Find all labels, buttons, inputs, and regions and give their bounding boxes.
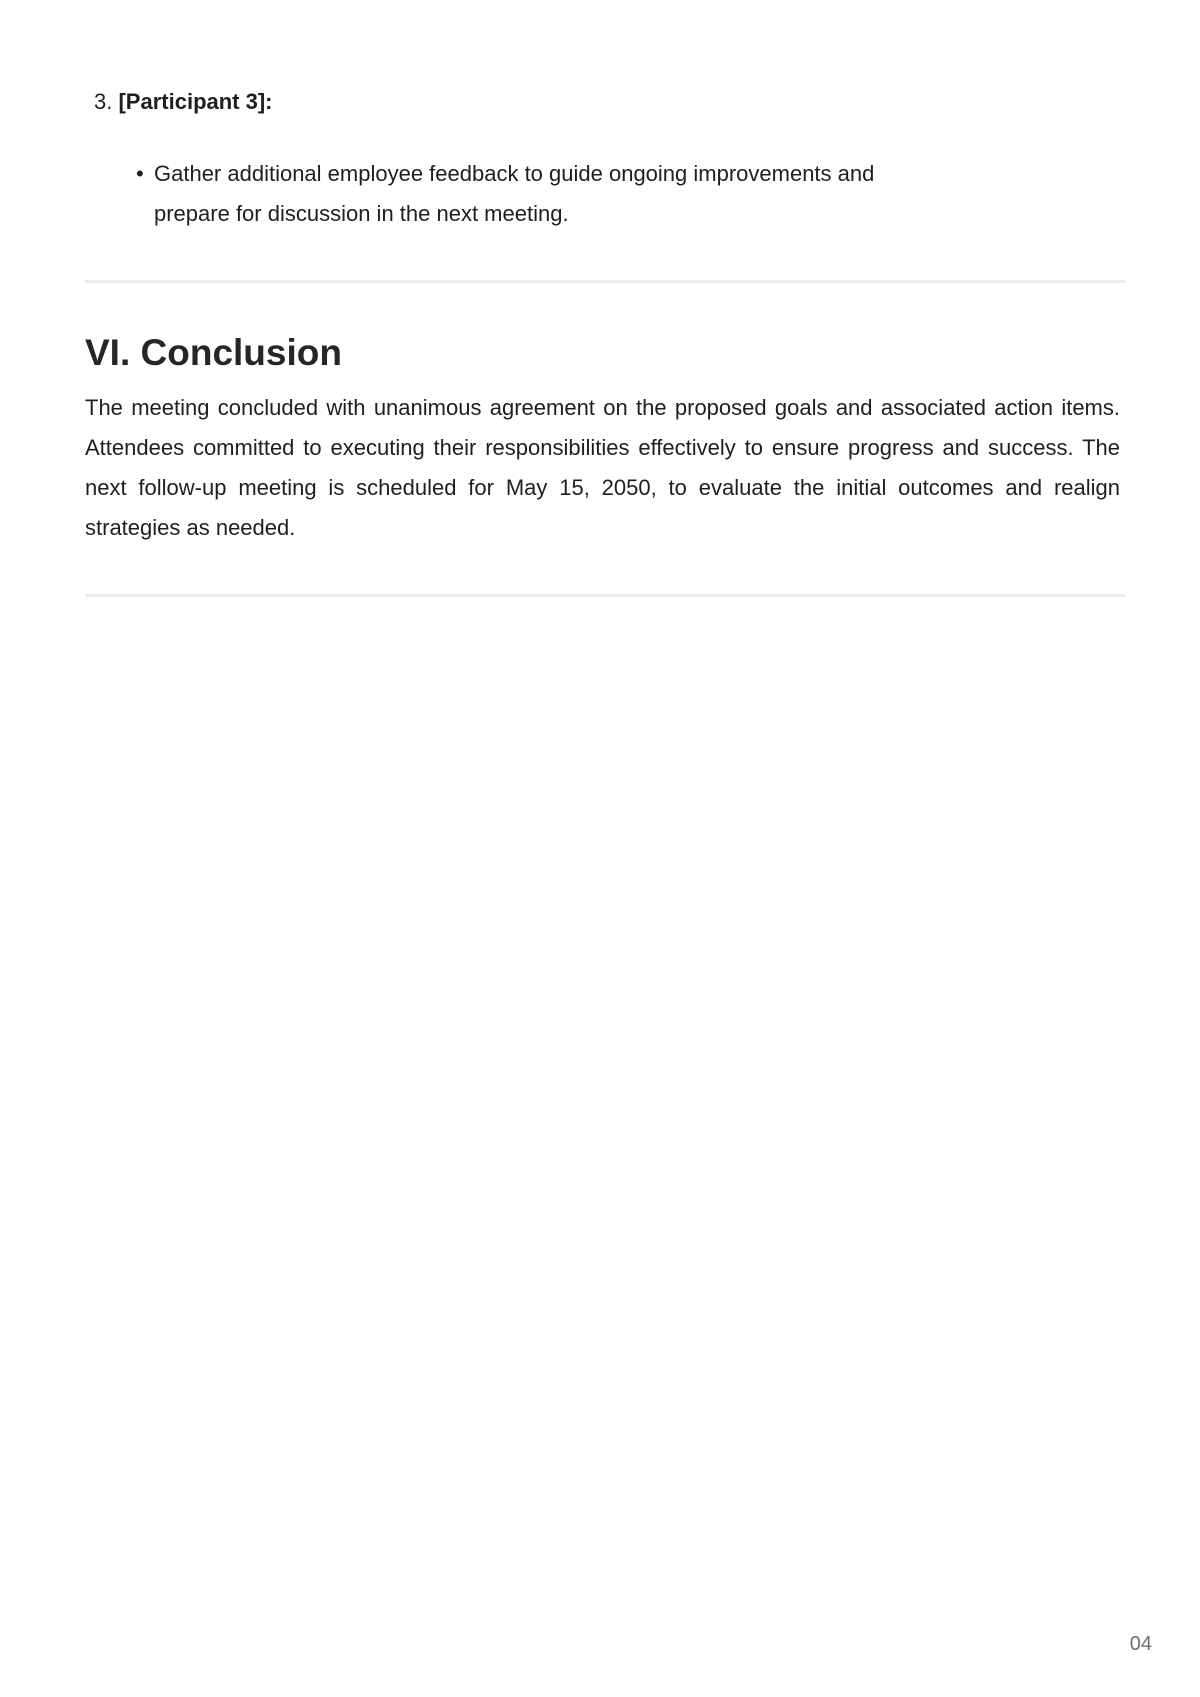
list-item-number: 3. (94, 89, 113, 114)
section-divider (85, 280, 1125, 283)
section-divider (85, 594, 1125, 597)
conclusion-paragraph: The meeting concluded with unanimous agreement on the proposed goals and associated action items. Attendees committed to executing their responsibilities effectively to ensure progress and success. The next follow-up meeting is scheduled for May 15, 2050, to evaluate the initial outcomes and realign strategies as needed. (85, 395, 1120, 540)
page-number: 04 (1129, 1633, 1152, 1655)
participant-label: [Participant 3]: (118, 89, 273, 114)
action-item-bullet (136, 154, 956, 234)
section-heading-conclusion: VI. Conclusion (85, 332, 342, 373)
bullet-icon: • (136, 161, 144, 186)
action-item-participant-3 (94, 86, 273, 118)
bullet-text: Gather additional employee feedback to guide ongoing improvements and prepare for discussion in the next meeting. (154, 161, 875, 226)
